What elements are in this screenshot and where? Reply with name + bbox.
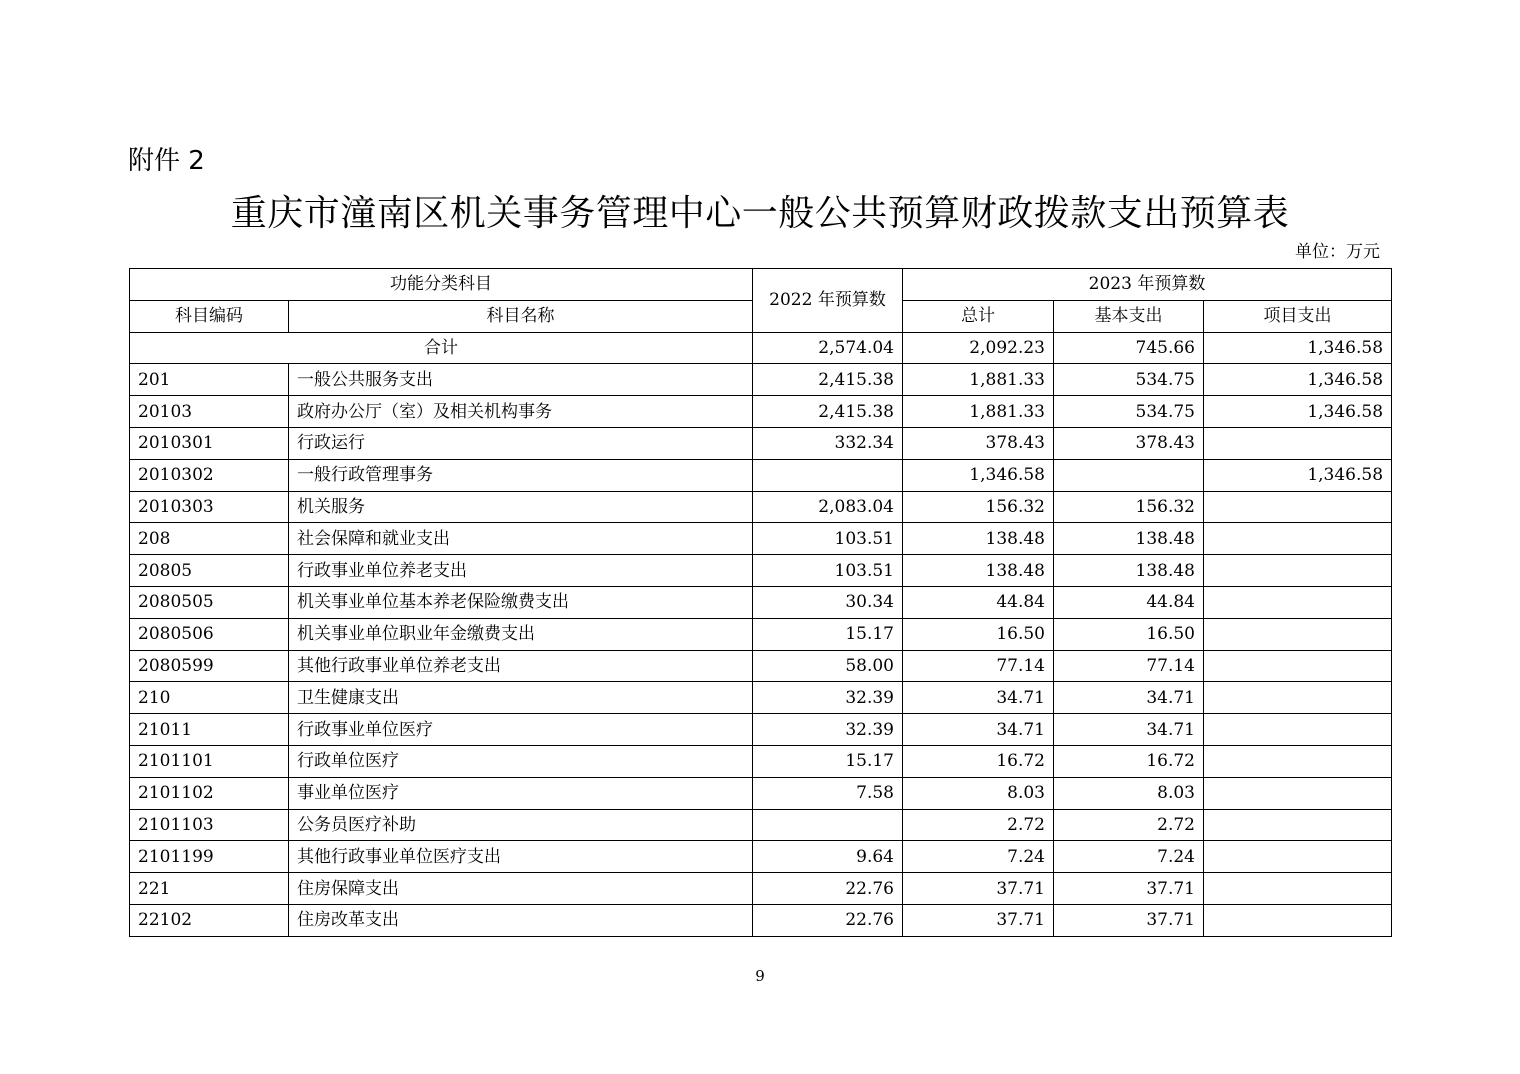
cell-name: 行政单位医疗 [289, 745, 753, 777]
table-row [130, 586, 1392, 618]
cell-basic: 534.75 [1054, 364, 1204, 396]
cell-basic: 16.50 [1054, 618, 1204, 650]
cell-budget-2022: 2,083.04 [753, 491, 903, 523]
cell-project [1204, 555, 1392, 587]
cell-total: 1,881.33 [903, 396, 1054, 428]
table-row [130, 777, 1392, 809]
cell-basic: 7.24 [1054, 841, 1204, 873]
cell-code: 210 [130, 682, 289, 714]
cell-name: 事业单位医疗 [289, 777, 753, 809]
table-row [130, 873, 1392, 905]
table-body [130, 332, 1392, 936]
cell-budget-2022: 30.34 [753, 586, 903, 618]
cell-budget-2022: 2,415.38 [753, 396, 903, 428]
table-row [130, 396, 1392, 428]
cell-code: 2101103 [130, 809, 289, 841]
header-basic: 基本支出 [1054, 300, 1204, 332]
cell-budget-2022 [753, 459, 903, 491]
table-row [130, 650, 1392, 682]
header-total: 总计 [903, 300, 1054, 332]
cell-basic: 138.48 [1054, 555, 1204, 587]
cell-project [1204, 714, 1392, 746]
cell-code: 2010303 [130, 491, 289, 523]
cell-name: 其他行政事业单位养老支出 [289, 650, 753, 682]
total-row [130, 332, 1392, 364]
cell-code: 21011 [130, 714, 289, 746]
cell-total: 156.32 [903, 491, 1054, 523]
cell-project [1204, 491, 1392, 523]
document-title: 重庆市潼南区机关事务管理中心一般公共预算财政拨款支出预算表 [230, 193, 1290, 234]
cell-name: 卫生健康支出 [289, 682, 753, 714]
cell-project [1204, 841, 1392, 873]
cell-code: 20805 [130, 555, 289, 587]
cell-project [1204, 809, 1392, 841]
cell-basic: 534.75 [1054, 396, 1204, 428]
cell-project [1204, 682, 1392, 714]
cell-total: 378.43 [903, 427, 1054, 459]
cell-basic: 44.84 [1054, 586, 1204, 618]
cell-project [1204, 586, 1392, 618]
cell-project [1204, 745, 1392, 777]
cell-budget-2022: 7.58 [753, 777, 903, 809]
total-label: 合计 [130, 332, 753, 364]
table-row [130, 682, 1392, 714]
cell-name: 机关服务 [289, 491, 753, 523]
cell-code: 2010301 [130, 427, 289, 459]
header-project: 项目支出 [1204, 300, 1392, 332]
cell-budget-2022: 9.64 [753, 841, 903, 873]
cell-total: 138.48 [903, 555, 1054, 587]
table-row [130, 745, 1392, 777]
cell-name: 行政运行 [289, 427, 753, 459]
table-header [130, 269, 1392, 333]
cell-code: 201 [130, 364, 289, 396]
table-row [130, 555, 1392, 587]
cell-name: 住房改革支出 [289, 904, 753, 936]
cell-total: 1,881.33 [903, 364, 1054, 396]
cell-name: 一般行政管理事务 [289, 459, 753, 491]
cell-basic: 34.71 [1054, 682, 1204, 714]
cell-name: 机关事业单位基本养老保险缴费支出 [289, 586, 753, 618]
cell-code: 2080506 [130, 618, 289, 650]
cell-basic: 156.32 [1054, 491, 1204, 523]
cell-basic: 2.72 [1054, 809, 1204, 841]
cell-code: 2101199 [130, 841, 289, 873]
cell-budget-2022: 32.39 [753, 714, 903, 746]
cell-name: 其他行政事业单位医疗支出 [289, 841, 753, 873]
cell-budget-2022: 22.76 [753, 873, 903, 905]
cell-budget-2022: 332.34 [753, 427, 903, 459]
cell-name: 社会保障和就业支出 [289, 523, 753, 555]
cell-basic: 138.48 [1054, 523, 1204, 555]
cell-code: 2101102 [130, 777, 289, 809]
cell-budget-2022: 2,415.38 [753, 364, 903, 396]
cell-project [1204, 618, 1392, 650]
cell-total: 2.72 [903, 809, 1054, 841]
cell-code: 2080599 [130, 650, 289, 682]
cell-name: 政府办公厅（室）及相关机构事务 [289, 396, 753, 428]
cell-budget-2022: 15.17 [753, 618, 903, 650]
cell-name: 行政事业单位养老支出 [289, 555, 753, 587]
header-function-category: 功能分类科目 [130, 269, 753, 301]
cell-project [1204, 650, 1392, 682]
cell-total: 37.71 [903, 904, 1054, 936]
cell-basic: 37.71 [1054, 904, 1204, 936]
cell-budget-2022: 58.00 [753, 650, 903, 682]
cell-project [1204, 427, 1392, 459]
cell-project [1204, 873, 1392, 905]
cell-basic: 8.03 [1054, 777, 1204, 809]
cell-total: 7.24 [903, 841, 1054, 873]
cell-name: 机关事业单位职业年金缴费支出 [289, 618, 753, 650]
total-budget-2022: 2,574.04 [753, 332, 903, 364]
header-row-1 [130, 269, 1392, 301]
table-row [130, 809, 1392, 841]
cell-total: 1,346.58 [903, 459, 1054, 491]
cell-code: 2101101 [130, 745, 289, 777]
cell-basic: 37.71 [1054, 873, 1204, 905]
header-code: 科目编码 [130, 300, 289, 332]
cell-total: 8.03 [903, 777, 1054, 809]
cell-basic: 16.72 [1054, 745, 1204, 777]
cell-budget-2022: 103.51 [753, 555, 903, 587]
cell-basic: 378.43 [1054, 427, 1204, 459]
cell-name: 一般公共服务支出 [289, 364, 753, 396]
cell-basic: 77.14 [1054, 650, 1204, 682]
header-budget-2022: 2022 年预算数 [753, 269, 903, 333]
table-row [130, 364, 1392, 396]
total-total: 2,092.23 [903, 332, 1054, 364]
total-project: 1,346.58 [1204, 332, 1392, 364]
cell-project [1204, 523, 1392, 555]
table-row [130, 714, 1392, 746]
cell-budget-2022: 103.51 [753, 523, 903, 555]
table-row [130, 618, 1392, 650]
cell-code: 221 [130, 873, 289, 905]
cell-code: 2010302 [130, 459, 289, 491]
cell-project [1204, 904, 1392, 936]
cell-total: 16.50 [903, 618, 1054, 650]
cell-code: 22102 [130, 904, 289, 936]
cell-budget-2022: 15.17 [753, 745, 903, 777]
cell-basic [1054, 459, 1204, 491]
cell-budget-2022: 32.39 [753, 682, 903, 714]
cell-total: 37.71 [903, 873, 1054, 905]
total-basic: 745.66 [1054, 332, 1204, 364]
header-name: 科目名称 [289, 300, 753, 332]
table-row [130, 904, 1392, 936]
page-number: 9 [755, 967, 765, 985]
cell-project: 1,346.58 [1204, 396, 1392, 428]
cell-basic: 34.71 [1054, 714, 1204, 746]
cell-total: 34.71 [903, 682, 1054, 714]
cell-name: 行政事业单位医疗 [289, 714, 753, 746]
cell-name: 住房保障支出 [289, 873, 753, 905]
cell-total: 16.72 [903, 745, 1054, 777]
table-row [130, 491, 1392, 523]
cell-code: 2080505 [130, 586, 289, 618]
cell-name: 公务员医疗补助 [289, 809, 753, 841]
cell-budget-2022 [753, 809, 903, 841]
cell-project [1204, 777, 1392, 809]
attachment-label: 附件 2 [128, 146, 205, 176]
cell-total: 34.71 [903, 714, 1054, 746]
cell-budget-2022: 22.76 [753, 904, 903, 936]
budget-table [129, 268, 1392, 937]
cell-total: 44.84 [903, 586, 1054, 618]
table-row [130, 459, 1392, 491]
header-budget-2023: 2023 年预算数 [903, 269, 1392, 301]
table-row [130, 523, 1392, 555]
cell-code: 208 [130, 523, 289, 555]
cell-project: 1,346.58 [1204, 364, 1392, 396]
cell-project: 1,346.58 [1204, 459, 1392, 491]
table-row [130, 841, 1392, 873]
cell-code: 20103 [130, 396, 289, 428]
cell-total: 138.48 [903, 523, 1054, 555]
unit-label: 单位：万元 [1295, 242, 1380, 262]
table-row [130, 427, 1392, 459]
cell-total: 77.14 [903, 650, 1054, 682]
